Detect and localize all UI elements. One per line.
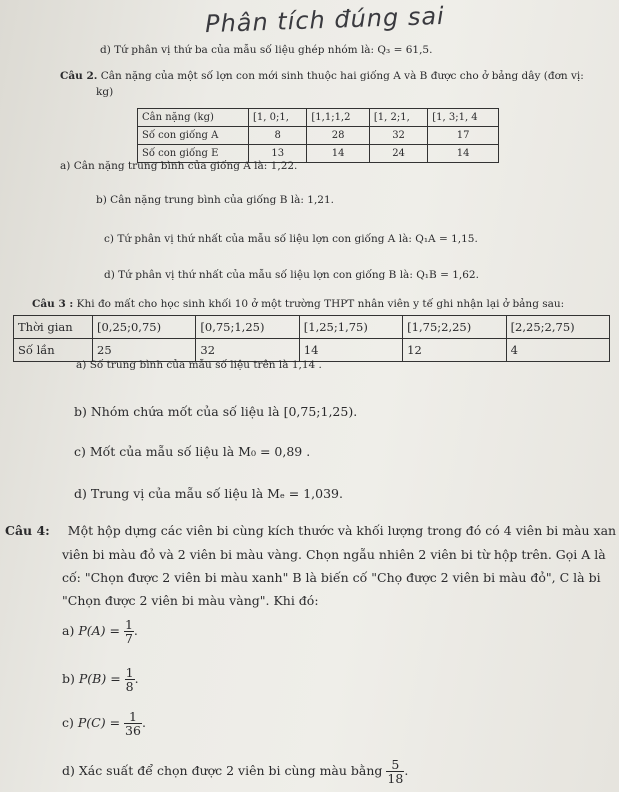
table-header: [0,75;1,25) [196, 316, 299, 339]
table-cell: 17 [428, 127, 499, 145]
q3-item-b: b) Nhóm chứa mốt của số liệu là [0,75;1,25). [74, 404, 358, 419]
q4-statement-line3: cố: "Chọn được 2 viên bi màu xanh" B là biến cố "Chọ được 2 viên bi màu đỏ", C là bi [62, 570, 601, 585]
table-header: Cân nặng (kg) [138, 109, 249, 127]
table-cell: 8 [249, 127, 307, 145]
q4-item-b: b) P(B) = $\frac{1}{8}$ . [62, 665, 139, 695]
fraction [386, 758, 404, 785]
q1-item-d: d) Tứ phân vị thứ ba của mẫu số liệu ghép nhóm là: Q₃ = 61,5. [100, 44, 433, 56]
q4-b-expr: P(B) = [78, 671, 121, 687]
table-cell: 32 [369, 127, 427, 145]
q2-item-d: d) Tứ phân vị thứ nhất của mẫu số liệu lợn con giống B là: Q₁B = 1,62. [104, 269, 479, 281]
q3-item-d: d) Trung vị của mẫu số liệu là Mₑ = 1,039. [74, 486, 343, 501]
table-cell: 24 [369, 145, 427, 163]
table-header: Thời gian [14, 316, 93, 339]
table-header: [1,75;2,25) [403, 316, 506, 339]
fraction-denominator: 8 [125, 679, 134, 695]
table-cell: 12 [403, 339, 506, 362]
table-row [138, 109, 499, 127]
q4-item-a: a) P(A) = $\frac{1}{7}$ . [62, 617, 138, 647]
q4-c-expr: P(C) = [77, 715, 121, 731]
fraction [124, 710, 142, 737]
table-header: [1, 0;1, [249, 109, 307, 127]
q2-item-b: b) Cân nặng trung bình của giống B là: 1,21. [96, 194, 334, 206]
table-row [138, 127, 499, 145]
q4-heading: Câu 4: [5, 523, 50, 538]
table-cell: Số con giống E [138, 145, 249, 163]
table-row [14, 316, 610, 339]
table-cell: 13 [249, 145, 307, 163]
table-cell: 28 [307, 127, 369, 145]
q2-unit: kg) [96, 86, 114, 98]
table-cell: Số lần [14, 339, 93, 362]
table-cell: 14 [299, 339, 402, 362]
handwritten-title: Phân tích đúng sai [204, 1, 446, 39]
q4-a-expr: P(A) = [78, 623, 120, 639]
q3-heading: Câu 3 : [32, 298, 74, 310]
q2-item-c: c) Tứ phân vị thứ nhất của mẫu số liệu lợn con giống A là: Q₁A = 1,15. [104, 233, 478, 245]
q2-item-a: a) Cân nặng trung bình của giống A là: 1,22. [60, 160, 298, 172]
table-cell: 14 [428, 145, 499, 163]
table-cell: Số con giống A [138, 127, 249, 145]
table-header: [2,25;2,75) [506, 316, 609, 339]
q3-text: Khi đo mất cho học sinh khối 10 ở một trường THPT nhân viên y tế ghi nhận lại ở bảng sau: [76, 298, 565, 310]
q4-a-label: a) [62, 623, 75, 639]
q2-text: Cân nặng của một số lợn con mới sinh thuộc hai giống A và B được cho ở bảng dây (đơn vị: [100, 70, 584, 82]
q4-statement-line2: viên bi màu đỏ và 2 viên bi màu vàng. Chọn ngẫu nhiên 2 viên bi từ hộp trên. Gọi A là [62, 547, 606, 562]
q4-c-label: c) [62, 715, 74, 731]
q4-statement-line1 [5, 523, 616, 538]
fraction-denominator: 7 [124, 631, 133, 647]
table-cell: 25 [93, 339, 196, 362]
q3-item-c: c) Mốt của mẫu số liệu là M₀ = 0,89 . [74, 444, 311, 459]
q3-table [13, 315, 610, 362]
q4-item-c: c) P(C) = $\frac{1}{36}$ . [62, 709, 146, 739]
fraction-numerator: 1 [125, 665, 134, 680]
table-header: [0,25;0,75) [93, 316, 196, 339]
q2-heading: Câu 2. [60, 70, 98, 82]
fraction [125, 666, 135, 693]
q4-statement-line4: "Chọn được 2 viên bi màu vàng". Khi đó: [62, 593, 319, 608]
q4-text-1: Một hộp dựng các viên bi cùng kích thước và khối lượng trong đó có 4 viên bi màu xan [67, 523, 617, 538]
q4-d-text: d) Xác suất để chọn được 2 viên bi cùng màu bằng [62, 763, 383, 779]
q4-item-d: d) Xác suất để chọn được 2 viên bi cùng màu bằng $\frac{5}{18}$ . [62, 757, 409, 787]
table-cell: 32 [196, 339, 299, 362]
table-header: [1, 2;1, [369, 109, 427, 127]
table-header: [1,25;1,75) [299, 316, 402, 339]
table-cell: 4 [506, 339, 609, 362]
fraction [124, 618, 134, 645]
table-header: [1,1;1,2 [307, 109, 369, 127]
q4-b-label: b) [62, 671, 75, 687]
fraction-denominator: 18 [387, 771, 404, 787]
fraction-numerator: 1 [124, 617, 133, 632]
fraction-denominator: 36 [125, 723, 141, 739]
fraction-numerator: 1 [129, 709, 137, 724]
table-header: [1, 3;1, 4 [428, 109, 499, 127]
q3-statement [32, 298, 564, 310]
q2-table [137, 108, 499, 163]
q2-statement [60, 70, 584, 82]
q3-item-a: a) Số trung bình của mẫu số liệu trên là 1,14 . [76, 359, 322, 371]
table-cell: 14 [307, 145, 369, 163]
fraction-numerator: 5 [391, 757, 400, 772]
